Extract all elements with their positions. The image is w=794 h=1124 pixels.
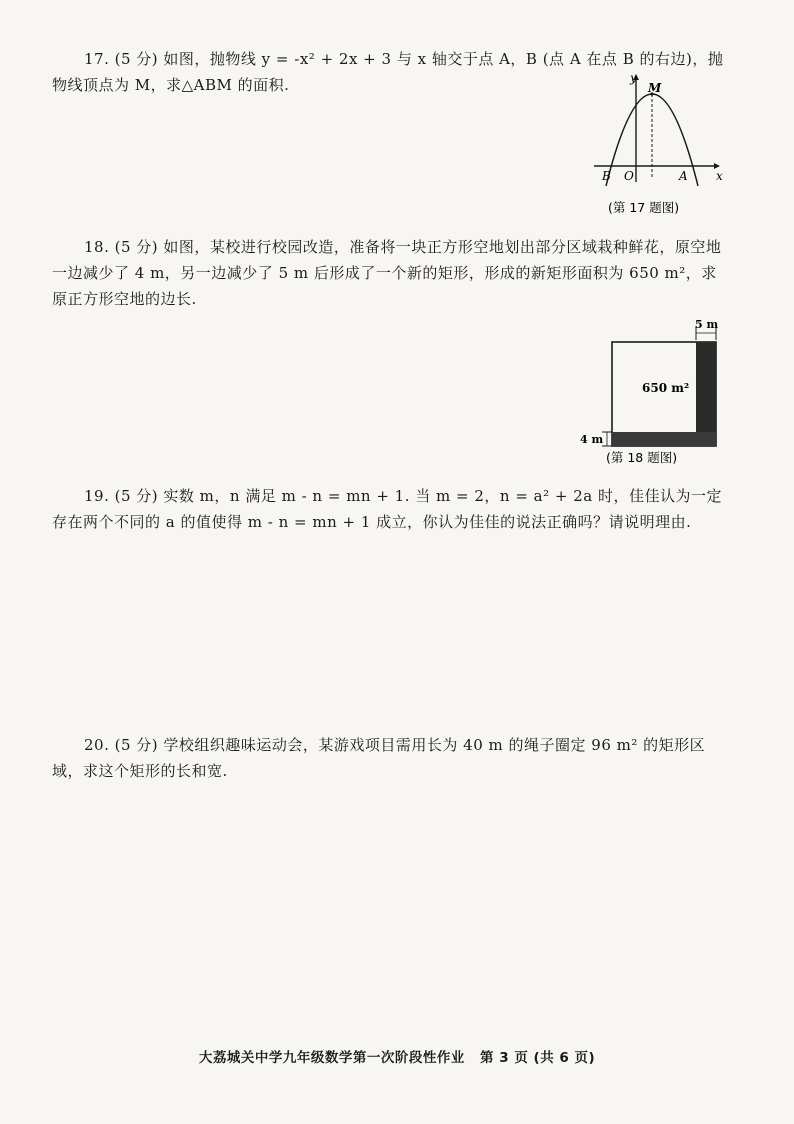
point-B-label: B bbox=[602, 169, 611, 183]
question-19 bbox=[52, 483, 732, 535]
figure-17-parabola bbox=[590, 68, 726, 218]
figure-17-caption: (第 17 题图) bbox=[608, 200, 680, 215]
point-A-label: A bbox=[679, 169, 688, 183]
question-17-text: 17. (5 分) 如图，抛物线 y = -x² + 2x + 3 与 x 轴交于点 A，B (点 A 在点 B 的右边)，抛物线顶点为 M，求△ABM 的面积. bbox=[52, 50, 724, 94]
removed-strip-bottom bbox=[612, 432, 716, 446]
footer-page-number: 第 3 页 (共 6 页) bbox=[480, 1050, 596, 1066]
footer-title: 大荔城关中学九年级数学第一次阶段性作业 bbox=[198, 1050, 465, 1066]
point-M-label: M bbox=[648, 81, 662, 95]
x-label: x bbox=[716, 169, 723, 183]
question-19-text: 19. (5 分) 实数 m，n 满足 m - n = mn + 1. 当 m = 2，n = a² + 2a 时，佳佳认为一定存在两个不同的 a 的值使得 m - n = mn + 1 成立，你认为佳佳的说法正确吗？请说明理由. bbox=[52, 487, 722, 531]
label-4m: 4 m bbox=[580, 433, 604, 446]
figure-18-caption: (第 18 题图) bbox=[606, 450, 678, 465]
question-20-text: 20. (5 分) 学校组织趣味运动会，某游戏项目需用长为 40 m 的绳子圈定 96 m² 的矩形区域，求这个矩形的长和宽. bbox=[52, 736, 706, 780]
point-O-label: O bbox=[624, 169, 634, 183]
question-20 bbox=[52, 732, 732, 784]
label-5m: 5 m bbox=[695, 318, 719, 331]
y-label: y bbox=[630, 71, 637, 85]
removed-strip-right bbox=[696, 342, 716, 446]
figure-18-square-plot bbox=[578, 316, 728, 468]
question-18-text: 18. (5 分) 如图，某校进行校园改造，准备将一块正方形空地划出部分区域栽种鲜花，原空地一边减少了 4 m，另一边减少了 5 m 后形成了一个新的矩形，形成的新矩形面积为 650 m²，求原正方形空地的边长. bbox=[52, 238, 722, 308]
question-18 bbox=[52, 234, 732, 312]
page-footer bbox=[0, 1046, 794, 1066]
area-label: 650 m² bbox=[642, 381, 690, 395]
